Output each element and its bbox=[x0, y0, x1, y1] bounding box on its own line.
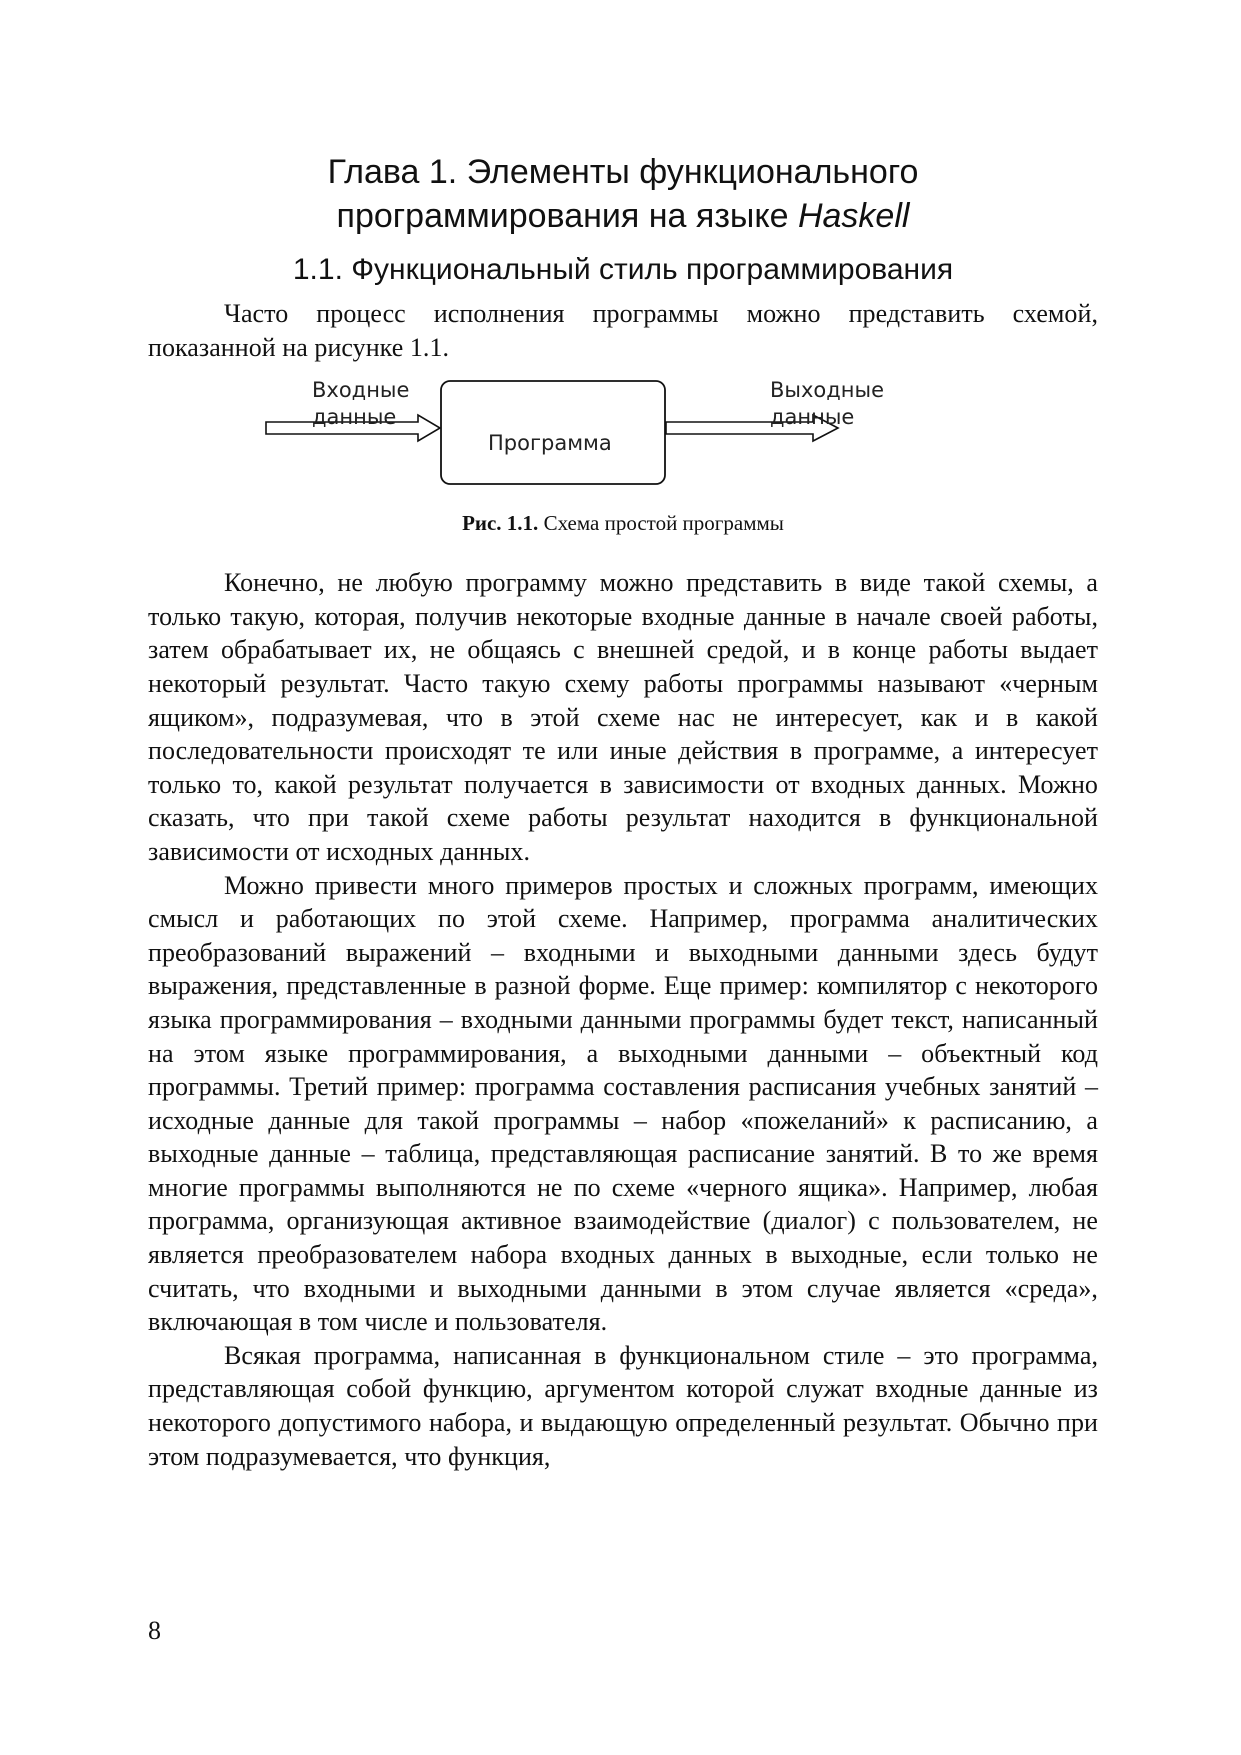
chapter-title-haskell: Haskell bbox=[797, 197, 910, 235]
book-page bbox=[148, 150, 1098, 1473]
chapter-title bbox=[148, 150, 1098, 238]
intro-paragraph: Часто процесс исполнения программы можно представить схемой, показанной на рисунке 1.1. bbox=[148, 299, 1098, 362]
output-data-label-line-2: данные bbox=[770, 405, 855, 430]
output-data-label-line-1: Выходные bbox=[770, 378, 885, 403]
input-data-label bbox=[312, 377, 409, 431]
figure-caption-text: Схема простой программы bbox=[538, 511, 784, 536]
page-number: 8 bbox=[148, 1616, 161, 1645]
input-data-label-line-1: Входные bbox=[312, 378, 410, 403]
output-data-label bbox=[770, 377, 884, 431]
figure-caption-number: Рис. 1.1. bbox=[462, 511, 539, 536]
body-paragraph-1: Конечно, не любую программу можно представить в виде такой схемы, а только такую, которая, получив некоторые входные данные в начале своей работы, затем обрабатывает их, не общаясь с внешней средой, и в конце работы выдает некоторый результат. Часто такую схему работы программы называют «черным ящиком», подразумевая, что в этой схеме нас не интересует, как и в какой последовательности происходят те или иные действия в программе, а интересует только то, какой результат получается в зависимости от входных данных. Можно сказать, что при такой схеме работы результат находится в функциональной зависимости от исходных данных. bbox=[148, 568, 1098, 866]
program-box-label: Программа bbox=[488, 431, 612, 456]
figure-program-scheme bbox=[148, 372, 1098, 502]
chapter-title-line-2-text: программирования на языке bbox=[336, 197, 798, 235]
chapter-title-line-1: Глава 1. Элементы функционального bbox=[327, 153, 919, 191]
body-paragraph-2: Можно привести много примеров простых и сложных программ, имеющих смысл и работающих по этой схеме. Например, программа аналитических преобразований выражений – входными и выходными данными здесь будут выражения, представленные в разной форме. Еще пример: компилятор с некоторого языка программирования – входными данными программы будет текст, написанный на этом языке программирования, а выходными данными – объектный код программы. Третий пример: программа составления расписания учебных занятий – исходные данные для такой программы – набор «пожеланий» к расписанию, а выходные данные – таблица, представляющая расписание занятий. В то же время многие программы выполняются не по схеме «черного ящика». Например, любая программа, организующая активное взаимодействие (диалог) с пользователем, не является преобразователем набора входных данных в выходные, если только не считать, что входными и выходными данными в этом случае является «среда», включающая в том числе и пользователя. bbox=[148, 870, 1098, 1337]
figure-caption bbox=[148, 510, 1098, 536]
input-data-label-line-2: данные bbox=[312, 405, 397, 430]
body-paragraph-3: Всякая программа, написанная в функциональном стиле – это программа, представляющая собой функцию, аргументом которой служат входные данные из некоторого допустимого набора, и выдающую определенный результат. Обычно при этом подразумевается, что функция, bbox=[148, 1340, 1098, 1471]
section-title: 1.1. Функциональный стиль программирования bbox=[292, 253, 954, 286]
chapter-title-line-2 bbox=[148, 194, 1098, 238]
